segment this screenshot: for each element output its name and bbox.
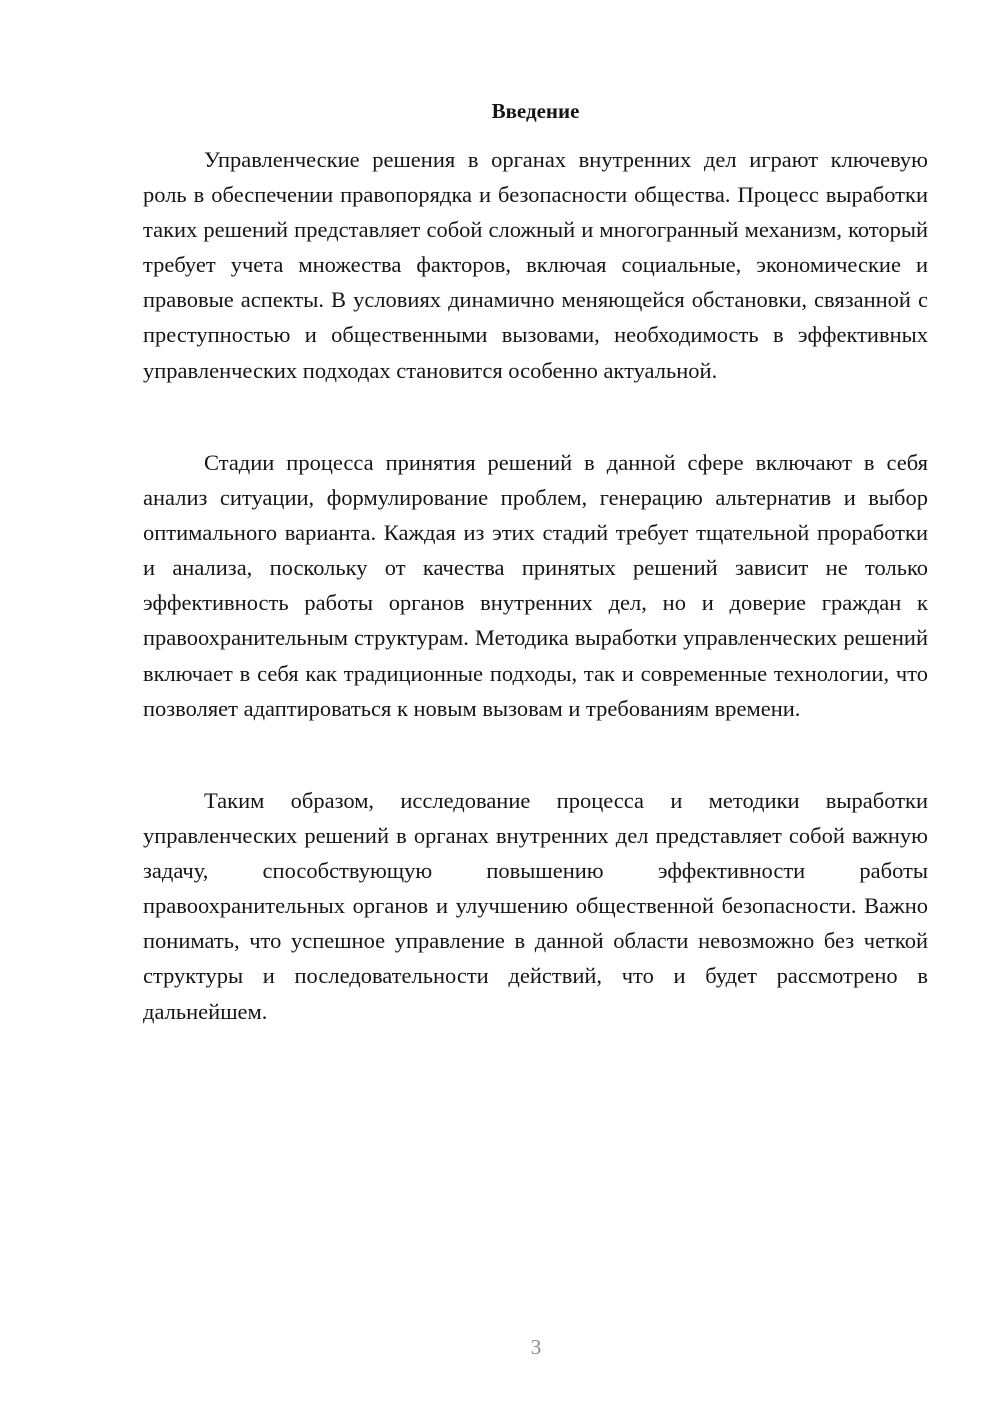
section-heading: Введение — [491, 99, 580, 123]
page-number: 3 — [530, 1335, 542, 1359]
paragraph-1: Управленческие решения в органах внутренних дел играют ключевую роль в обеспечении правопорядка и безопасности общества. Процесс выработки таких решений представляет собой сложный и многогранный механизм, который требует учета множества факторов, включая социальные, экономические и правовые аспекты. В условиях динамично меняющейся обстановки, связанной с преступностью и общественными вызовами, необходимость в эффективных управленческих подходах становится особенно актуальной. — [143, 147, 928, 383]
paragraph-2: Стадии процесса принятия решений в данной сфере включают в себя анализ ситуации, формулирование проблем, генерацию альтернатив и выбор оптимального варианта. Каждая из этих стадий требует тщательной проработки и анализа, поскольку от качества принятых решений зависит не только эффективность работы органов внутренних дел, но и доверие граждан к правоохранительным структурам. Методика выработки управленческих решений включает в себя как традиционные подходы, так и современные технологии, что позволяет адаптироваться к новым вызовам и требованиям времени. — [143, 450, 928, 721]
paragraph-3: Таким образом, исследование процесса и методики выработки управленческих решений в органах внутренних дел представляет собой важную задачу, способствующую повышению эффективности работы правоохранительных органов и улучшению общественной безопасности. Важно понимать, что успешное управление в данной области невозможно без четкой структуры и последовательности действий, что и будет рассмотрено в дальнейшем. — [143, 788, 928, 1024]
